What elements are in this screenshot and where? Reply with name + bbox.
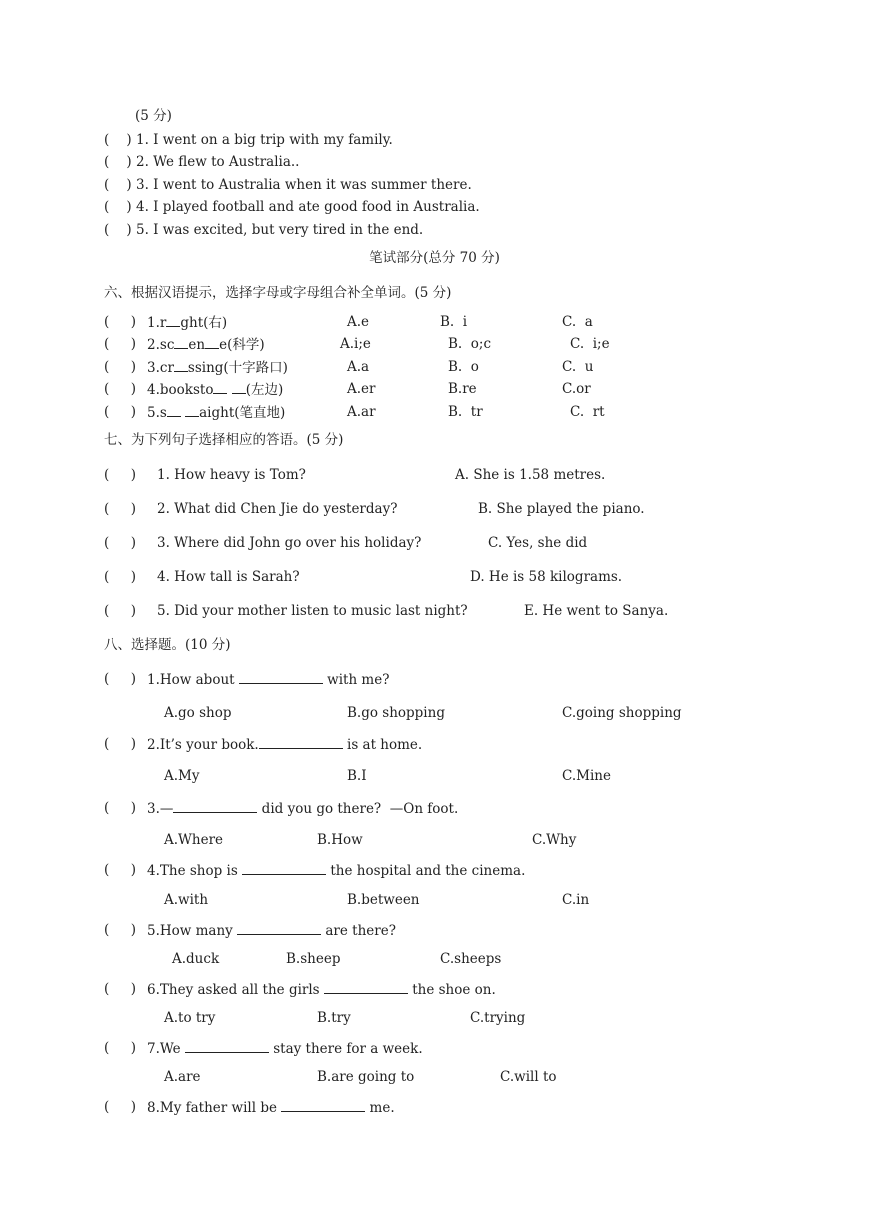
answer-option: B. She played the piano. — [478, 501, 645, 517]
letter-blank[interactable] — [174, 335, 188, 349]
answer-bracket[interactable]: ( ) — [104, 1040, 136, 1056]
answer-bracket[interactable]: ( ) — [104, 177, 132, 193]
answer-bracket[interactable]: ( ) — [104, 603, 136, 619]
word-puzzle: 2.sc en e(科学) — [147, 337, 265, 353]
option-b[interactable]: B. o — [448, 359, 479, 375]
answer-bracket[interactable]: ( ) — [104, 501, 136, 517]
option-a[interactable]: A.go shop — [164, 705, 232, 721]
option-a[interactable]: A.with — [164, 892, 209, 908]
answer-blank[interactable] — [237, 921, 321, 935]
option-a[interactable]: A.a — [347, 359, 370, 375]
option-c[interactable]: C.Why — [532, 832, 577, 848]
option-b[interactable]: B.are going to — [317, 1069, 415, 1085]
answer-blank[interactable] — [185, 1039, 269, 1053]
answer-blank[interactable] — [281, 1098, 365, 1112]
letter-blank[interactable] — [232, 380, 246, 394]
answer-bracket[interactable]: ( ) — [104, 314, 136, 330]
question-text: 1.How about with me? — [147, 672, 390, 688]
answer-bracket[interactable]: ( ) — [104, 336, 136, 352]
letter-blank[interactable] — [213, 380, 227, 394]
statement-text: 3. I went to Australia when it was summer there. — [136, 177, 472, 193]
word-puzzle: 4.booksto (左边) — [147, 382, 284, 398]
answer-bracket[interactable]: ( ) — [104, 381, 136, 397]
option-c[interactable]: C.sheeps — [440, 951, 502, 967]
answer-bracket[interactable]: ( ) — [104, 199, 132, 215]
question-text: 2.It’s your book. is at home. — [147, 737, 423, 753]
option-b[interactable]: B.sheep — [286, 951, 341, 967]
statement-text: 2. We flew to Australia.. — [136, 154, 300, 170]
option-a[interactable]: A.duck — [172, 951, 220, 967]
word-puzzle: 1.r ght(右) — [147, 315, 228, 331]
answer-bracket[interactable]: ( ) — [104, 404, 136, 420]
option-b[interactable]: B. o;c — [448, 336, 492, 352]
option-a[interactable]: A.er — [347, 381, 376, 397]
option-b[interactable]: B.go shopping — [347, 705, 445, 721]
option-b[interactable]: B. i — [440, 314, 468, 330]
question-text: 7.We stay there for a week. — [147, 1041, 423, 1057]
option-b[interactable]: B.between — [347, 892, 420, 908]
option-a[interactable]: A.i;e — [340, 336, 371, 352]
option-b[interactable]: B.How — [317, 832, 363, 848]
word-puzzle: 5.s aight(笔直地) — [147, 405, 286, 421]
question-text: 4.The shop is the hospital and the cinema. — [147, 863, 526, 879]
question-text: 3. Where did John go over his holiday? — [157, 535, 422, 551]
answer-blank[interactable] — [173, 799, 257, 813]
listen-score: (5 分) — [135, 108, 172, 124]
letter-blank[interactable] — [167, 403, 181, 417]
answer-blank[interactable] — [242, 861, 326, 875]
answer-bracket[interactable]: ( ) — [104, 132, 132, 148]
word-puzzle: 3.cr ssing(十字路口) — [147, 360, 288, 376]
option-a[interactable]: A.e — [347, 314, 370, 330]
question-text: 4. How tall is Sarah? — [157, 569, 300, 585]
answer-option: A. She is 1.58 metres. — [455, 467, 606, 483]
answer-blank[interactable] — [239, 670, 323, 684]
option-c[interactable]: C.will to — [500, 1069, 557, 1085]
answer-bracket[interactable]: ( ) — [104, 359, 136, 375]
answer-blank[interactable] — [324, 980, 408, 994]
answer-bracket[interactable]: ( ) — [104, 154, 132, 170]
listen-item-4 — [104, 198, 480, 216]
answer-bracket[interactable]: ( ) — [104, 569, 136, 585]
section-7-title: 七、为下列句子选择相应的答语。(5 分) — [104, 432, 344, 448]
question-text: 5. Did your mother listen to music last night? — [157, 603, 468, 619]
letter-blank[interactable] — [166, 313, 180, 327]
answer-option: E. He went to Sanya. — [524, 603, 669, 619]
answer-bracket[interactable]: ( ) — [104, 862, 136, 878]
option-a[interactable]: A.are — [164, 1069, 201, 1085]
option-c[interactable]: C. a — [562, 314, 593, 330]
option-c[interactable]: C.or — [562, 381, 591, 397]
answer-bracket[interactable]: ( ) — [104, 467, 136, 483]
answer-bracket[interactable]: ( ) — [104, 922, 136, 938]
question-text: 8.My father will be me. — [147, 1100, 395, 1116]
option-c[interactable]: C.in — [562, 892, 590, 908]
option-a[interactable]: A.Where — [164, 832, 224, 848]
answer-bracket[interactable]: ( ) — [104, 1099, 136, 1115]
option-c[interactable]: C.trying — [470, 1010, 526, 1026]
option-c[interactable]: C.going shopping — [562, 705, 682, 721]
written-part-title: 笔试部分(总分 70 分) — [369, 250, 500, 266]
option-b[interactable]: B.re — [448, 381, 477, 397]
listen-item-5 — [104, 221, 423, 239]
answer-bracket[interactable]: ( ) — [104, 736, 136, 752]
letter-blank[interactable] — [185, 403, 199, 417]
letter-blank[interactable] — [174, 358, 188, 372]
question-text: 1. How heavy is Tom? — [157, 467, 306, 483]
section-8-title: 八、选择题。(10 分) — [104, 637, 231, 653]
option-a[interactable]: A.to try — [164, 1010, 216, 1026]
option-b[interactable]: B.try — [317, 1010, 351, 1026]
question-text: 3.— did you go there? —On foot. — [147, 801, 459, 817]
letter-blank[interactable] — [205, 335, 219, 349]
listen-item-2 — [104, 153, 299, 171]
answer-bracket[interactable]: ( ) — [104, 222, 132, 238]
option-c[interactable]: C. rt — [570, 404, 605, 420]
answer-bracket[interactable]: ( ) — [104, 535, 136, 551]
answer-option: C. Yes, she did — [488, 535, 588, 551]
answer-bracket[interactable]: ( ) — [104, 800, 136, 816]
option-a[interactable]: A.ar — [347, 404, 376, 420]
option-b[interactable]: B. tr — [448, 404, 483, 420]
listen-item-1 — [104, 131, 393, 149]
question-text: 6.They asked all the girls the shoe on. — [147, 982, 496, 998]
option-c[interactable]: C. u — [562, 359, 594, 375]
question-text: 2. What did Chen Jie do yesterday? — [157, 501, 398, 517]
statement-text: 1. I went on a big trip with my family. — [136, 132, 393, 148]
listen-item-3 — [104, 176, 472, 194]
statement-text: 4. I played football and ate good food in Australia. — [136, 199, 480, 215]
section-6-title: 六、根据汉语提示，选择字母或字母组合补全单词。(5 分) — [104, 285, 452, 301]
option-c[interactable]: C.Mine — [562, 768, 611, 784]
answer-bracket[interactable]: ( ) — [104, 671, 136, 687]
answer-bracket[interactable]: ( ) — [104, 981, 136, 997]
question-text: 5.How many are there? — [147, 923, 396, 939]
statement-text: 5. I was excited, but very tired in the end. — [136, 222, 424, 238]
option-c[interactable]: C. i;e — [570, 336, 610, 352]
option-b[interactable]: B.I — [347, 768, 367, 784]
answer-blank[interactable] — [259, 735, 343, 749]
option-a[interactable]: A.My — [164, 768, 200, 784]
answer-option: D. He is 58 kilograms. — [470, 569, 623, 585]
